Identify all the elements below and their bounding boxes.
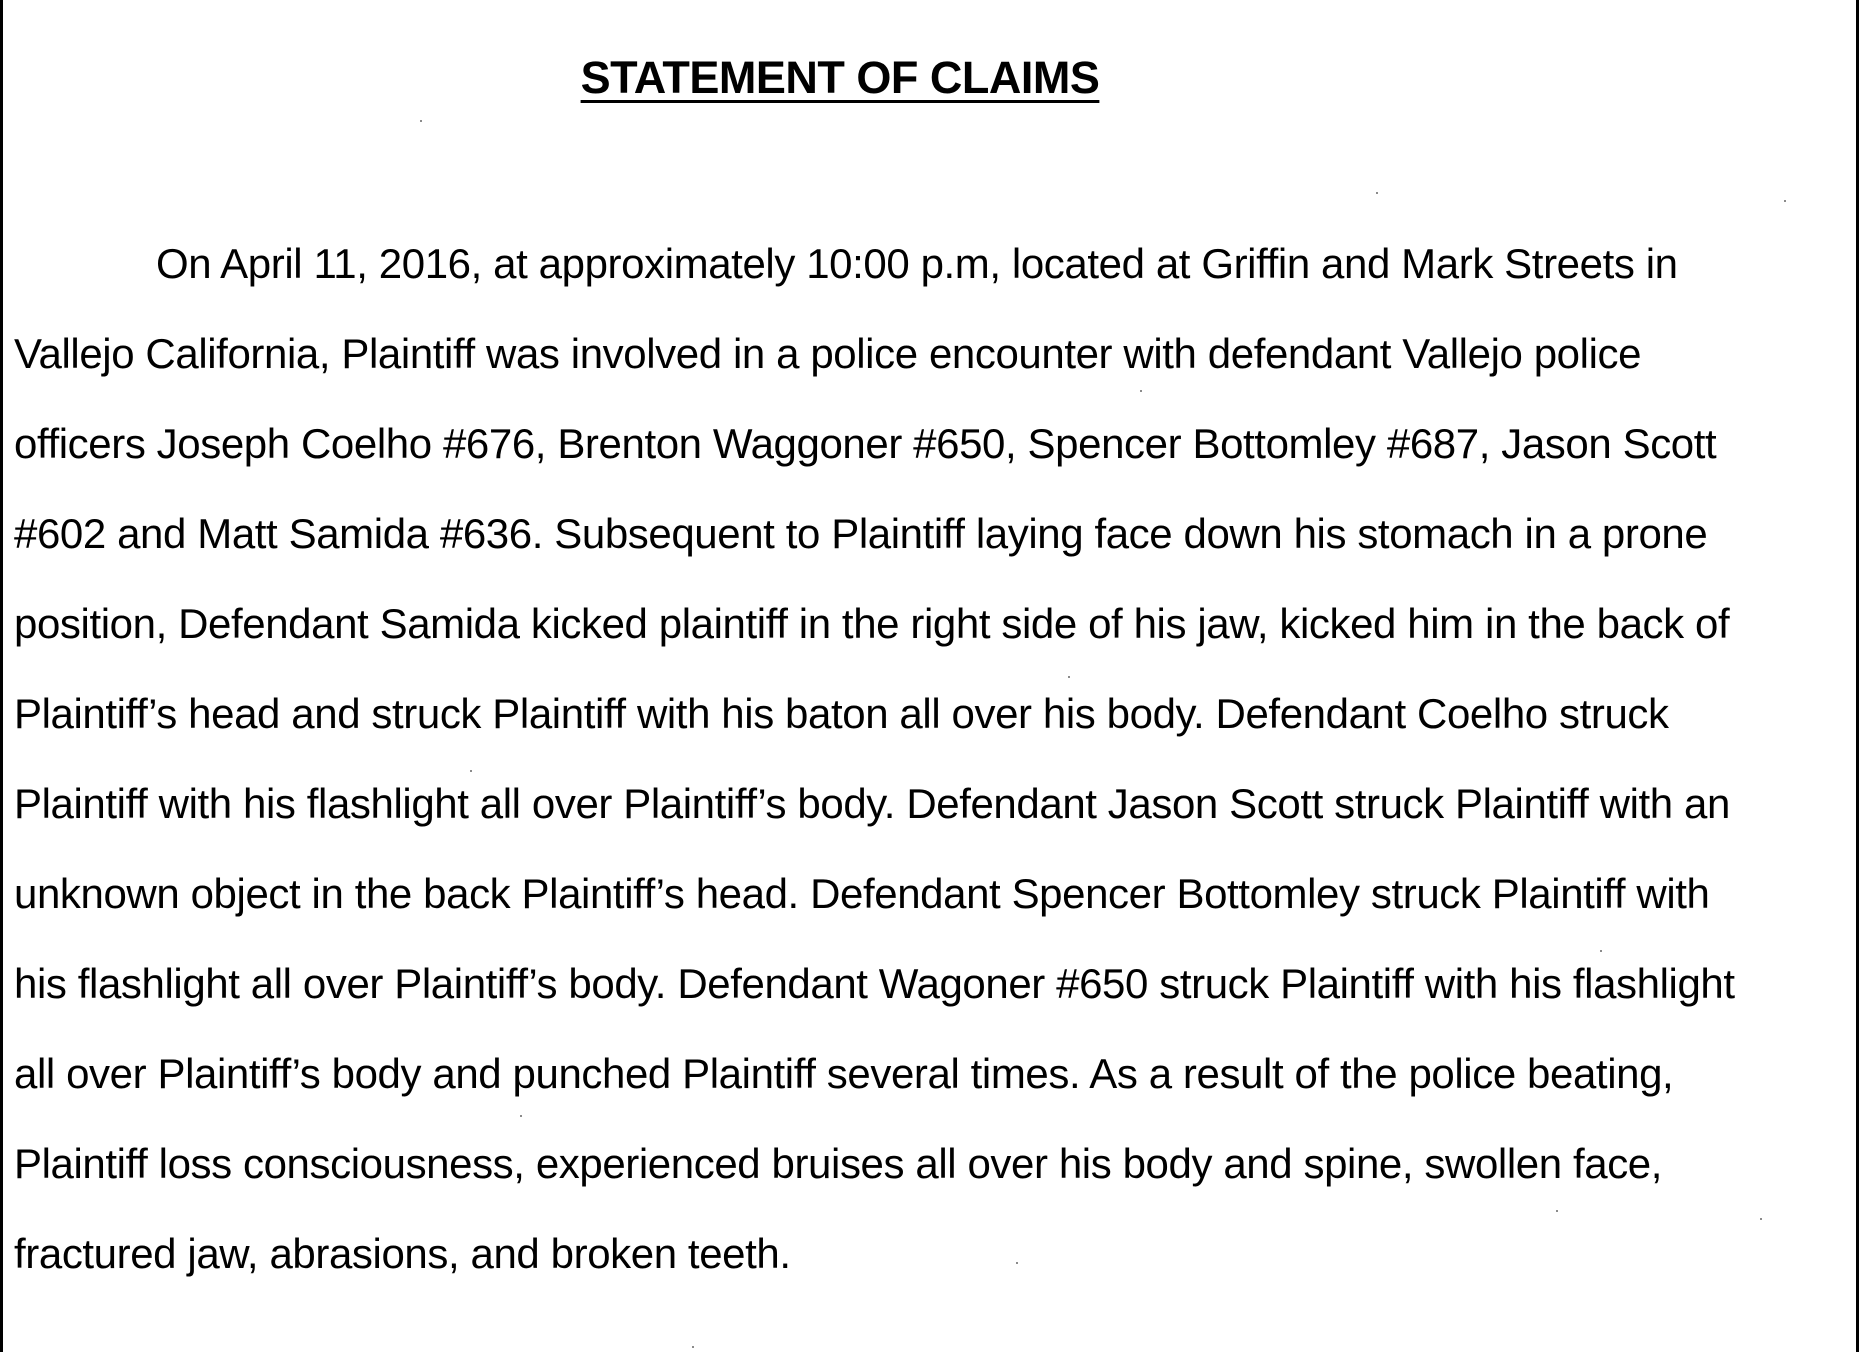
paragraph-line: Plaintiff loss consciousness, experienced bruises all over his body and spine, swollen face, [14,1140,1663,1187]
paragraph-line: Vallejo California, Plaintiff was involved in a police encounter with defendant Vallejo police [14,330,1642,377]
paragraph-line: officers Joseph Coelho #676, Brenton Waggoner #650, Spencer Bottomley #687, Jason Scott [14,420,1717,467]
paragraph-line: all over Plaintiff’s body and punched Plaintiff several times. As a result of the police beating, [14,1050,1674,1097]
document-title: STATEMENT OF CLAIMS [580,52,1100,103]
paragraph-line: his flashlight all over Plaintiff’s body. Defendant Wagoner #650 struck Plaintiff with his flashlight [14,960,1735,1007]
scan-speck [1140,390,1142,392]
scan-speck [1376,192,1378,194]
scan-speck [692,1346,694,1348]
scan-speck [520,1115,522,1117]
paragraph-line: unknown object in the back Plaintiff’s head. Defendant Spencer Bottomley struck Plaintiff with [14,870,1710,917]
paragraph-line: fractured jaw, abrasions, and broken teeth. [14,1230,791,1277]
scan-speck [420,120,422,122]
scan-speck [1556,1210,1558,1212]
paragraph-line: #602 and Matt Samida #636. Subsequent to Plaintiff laying face down his stomach in a prone [14,510,1708,557]
paragraph-line: position, Defendant Samida kicked plaintiff in the right side of his jaw, kicked him in the back of [14,600,1730,647]
paragraph-line: Plaintiff with his flashlight all over Plaintiff’s body. Defendant Jason Scott struck Plaintiff with an [14,780,1730,827]
scan-speck [1784,200,1786,202]
scan-speck [1068,676,1070,678]
page-border-right [1856,0,1859,1352]
scan-speck [1016,1262,1018,1264]
scan-speck [470,770,472,772]
statement-paragraph [14,232,1854,1312]
paragraph-line: On April 11, 2016, at approximately 10:00 p.m, located at Griffin and Mark Streets in [156,240,1678,287]
page-border-left [0,0,3,1352]
scan-speck [1760,1218,1762,1220]
scan-speck [1600,950,1602,952]
paragraph-line: Plaintiff’s head and struck Plaintiff with his baton all over his body. Defendant Coelho struck [14,690,1669,737]
